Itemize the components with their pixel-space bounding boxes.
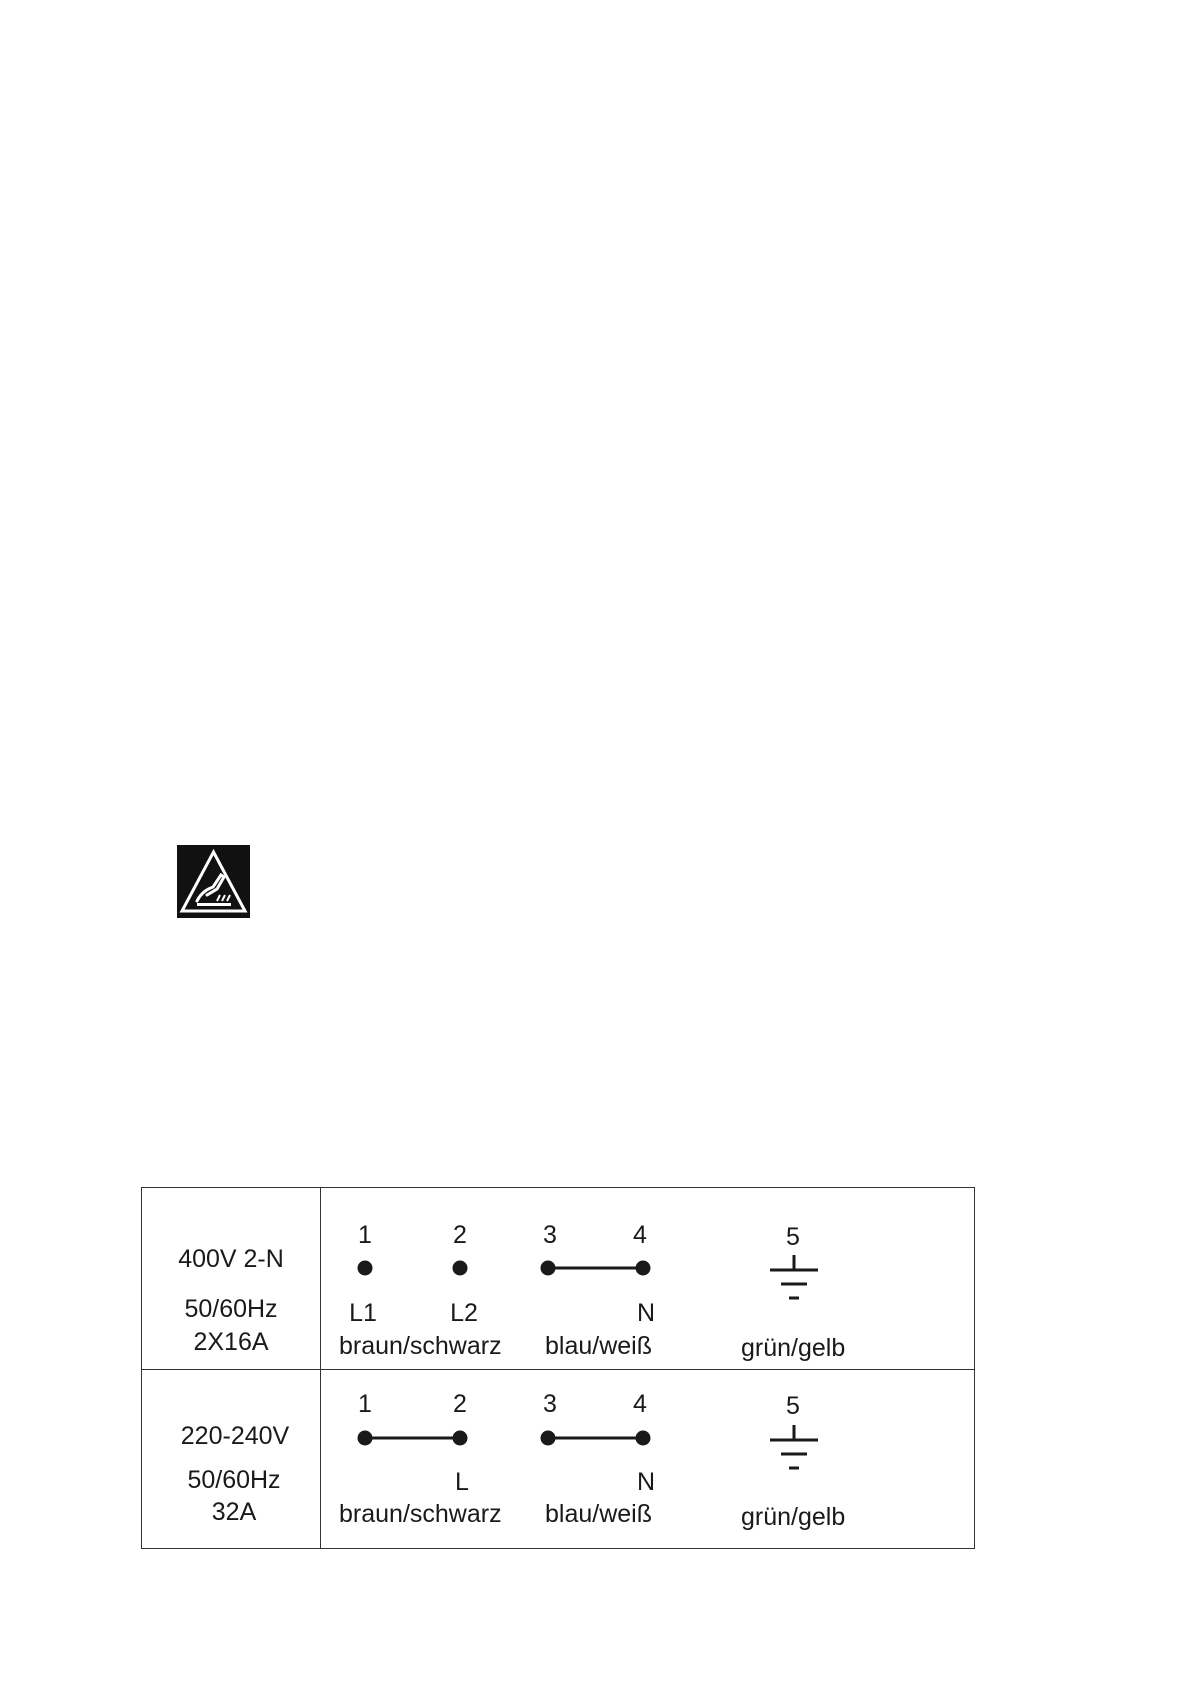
voltage-label: 220-240V [180, 1422, 290, 1450]
terminal-number-4: 4 [633, 1221, 647, 1249]
wire-color-green-yellow: grün/gelb [741, 1334, 846, 1362]
frequency-label: 50/60Hz [187, 1466, 281, 1494]
terminal-number-1: 1 [358, 1390, 372, 1418]
terminal-number-4: 4 [633, 1390, 647, 1418]
terminal-number-5: 5 [786, 1392, 800, 1420]
terminal-dot-1 [359, 1262, 371, 1274]
conductor-label-l: L [455, 1468, 469, 1496]
connection-table [141, 1187, 975, 1549]
wiring-diagram [142, 1188, 976, 1550]
current-label: 32A [211, 1498, 257, 1526]
ground-icon [770, 1255, 818, 1298]
terminal-dot-2 [454, 1262, 466, 1274]
current-label: 2X16A [193, 1328, 269, 1356]
conductor-label-l1: L1 [349, 1299, 377, 1327]
terminal-number-3: 3 [543, 1221, 557, 1249]
terminal-number-2: 2 [453, 1221, 467, 1249]
wire-color-brown-black: braun/schwarz [339, 1500, 502, 1528]
hot-surface-warning-icon [177, 845, 250, 918]
frequency-label: 50/60Hz [184, 1295, 278, 1323]
terminal-number-2: 2 [453, 1390, 467, 1418]
ground-icon [770, 1425, 818, 1468]
voltage-label: 400V 2-N [178, 1245, 284, 1273]
terminal-number-3: 3 [543, 1390, 557, 1418]
conductor-label-n: N [636, 1299, 656, 1327]
wire-color-green-yellow: grün/gelb [741, 1503, 846, 1531]
terminal-number-5: 5 [786, 1223, 800, 1251]
terminal-number-1: 1 [358, 1221, 372, 1249]
wire-color-blue-white: blau/weiß [545, 1332, 652, 1360]
conductor-label-n: N [636, 1468, 656, 1496]
wire-color-blue-white: blau/weiß [545, 1500, 652, 1528]
wire-color-brown-black: braun/schwarz [339, 1332, 502, 1360]
conductor-label-l2: L2 [450, 1299, 478, 1327]
